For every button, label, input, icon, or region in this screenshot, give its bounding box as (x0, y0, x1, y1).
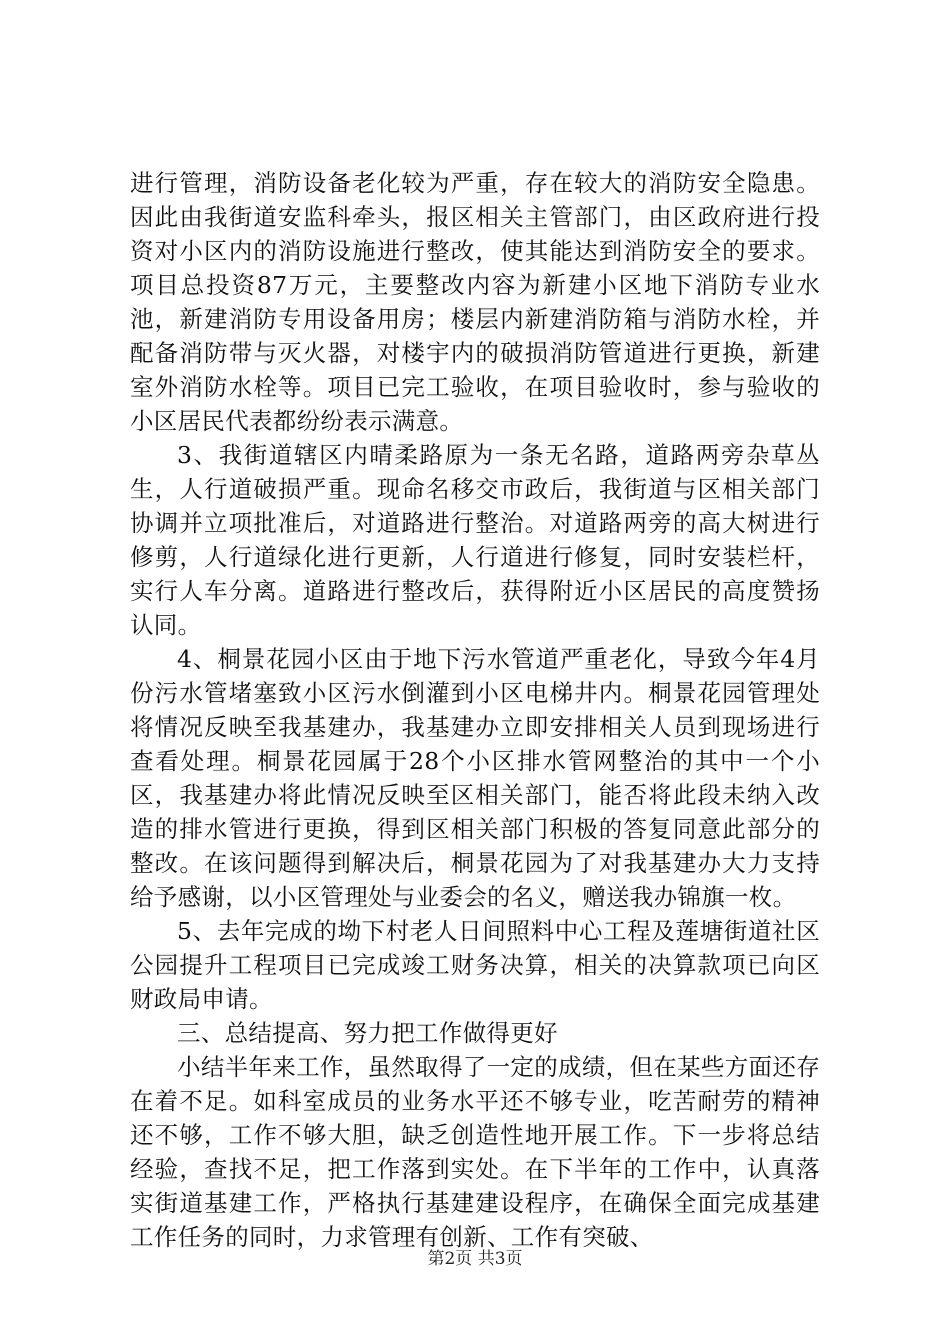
page-number-footer: 第2页 共3页 (427, 1249, 523, 1269)
paragraph-2: 3、我街道辖区内晴柔路原为一条无名路，道路两旁杂草丛生，人行道破损严重。现命名移交市政后，我街道与区相关部门协调并立项批准后，对道路进行整治。对道路两旁的高大树进行修剪，人行道绿化进行更新，人行道进行修复，同时安装栏杆，实行人车分离。道路进行整改后，获得附近小区居民的高度赞扬认同。 (130, 441, 820, 639)
paragraph-5: 小结半年来工作，虽然取得了一定的成绩，但在某些方面还存在着不足。如科室成员的业务水平还不够专业，吃苦耐劳的精神还不够，工作不够大胆，缺乏创造性地开展工作。下一步将总结经验，查找不足，把工作落到实处。在下半年的工作中，认真落实街道基建工作，严格执行基建建设程序，在确保全面完成基建工作任务的同时，力求管理有创新、工作有突破、 (130, 1053, 820, 1251)
section-heading: 三、总结提高、努力把工作做得更好 (177, 1019, 558, 1047)
document-body (130, 166, 820, 1254)
paragraph-1: 进行管理，消防设备老化较为严重，存在较大的消防安全隐患。因此由我街道安监科牵头，报区相关主管部门，由区政府进行投资对小区内的消防设施进行整改，使其能达到消防安全的要求。项目总投资87万元，主要整改内容为新建小区地下消防专业水池，新建消防专用设备用房；楼层内新建消防箱与消防水栓，并配备消防带与灭火器，对楼宇内的破损消防管道进行更换，新建室外消防水栓等。项目已完工验收，在项目验收时，参与验收的小区居民代表都纷纷表示满意。 (130, 169, 820, 435)
paragraph-3: 4、桐景花园小区由于地下污水管道严重老化，导致今年4月份污水管堵塞致小区污水倒灌到小区电梯井内。桐景花园管理处将情况反映至我基建办，我基建办立即安排相关人员到现场进行查看处理。桐景花园属于28个小区排水管网整治的其中一个小区，我基建办将此情况反映至区相关部门，能否将此段未纳入改造的排水管进行更换，得到区相关部门积极的答复同意此部分的整改。在该问题得到解决后，桐景花园为了对我基建办大力支持给予感谢，以小区管理处与业委会的名义，赠送我办锦旗一枚。 (130, 645, 820, 911)
paragraph-4: 5、去年完成的坳下村老人日间照料中心工程及莲塘街道社区公园提升工程项目已完成竣工财务决算，相关的决算款项已向区财政局申请。 (130, 917, 820, 1013)
